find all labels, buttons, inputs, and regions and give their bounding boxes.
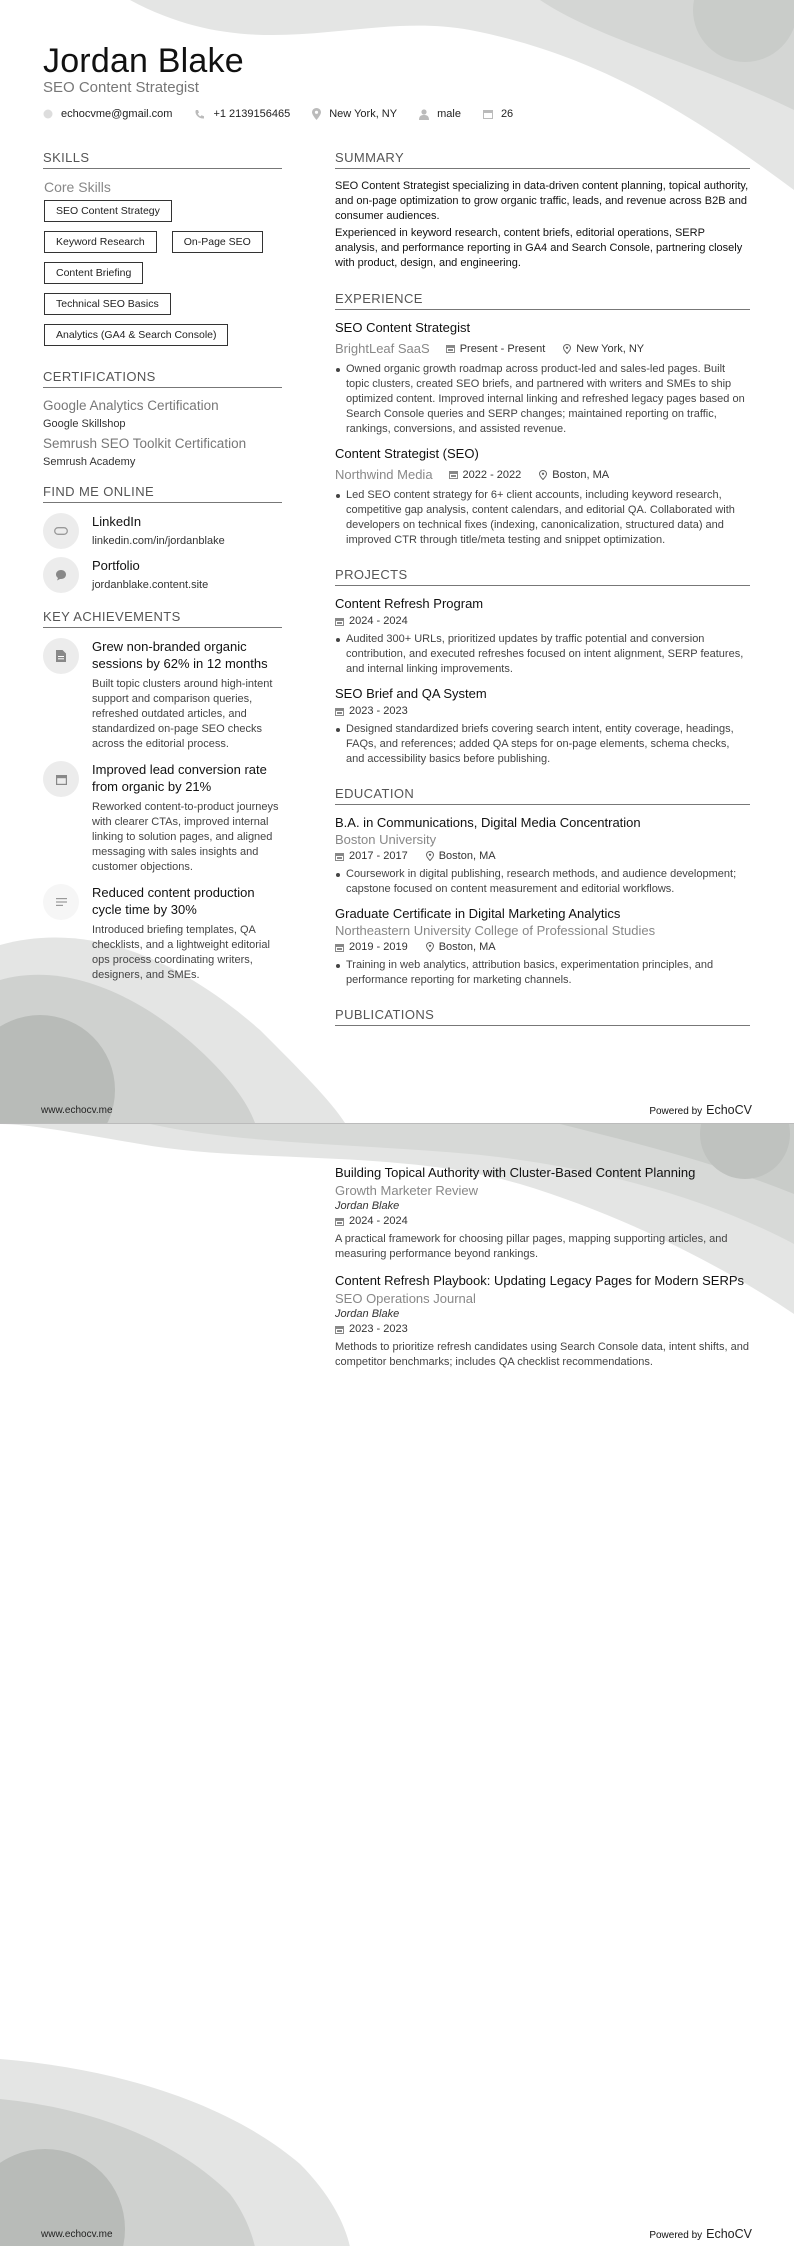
candidate-name: Jordan Blake bbox=[43, 42, 244, 80]
job-location bbox=[539, 469, 609, 481]
gender-text: male bbox=[437, 108, 461, 120]
job-role: Content Strategist (SEO) bbox=[335, 446, 479, 461]
skill-tag: Keyword Research bbox=[44, 231, 157, 253]
resume-page-2 bbox=[0, 1123, 794, 2246]
list-icon bbox=[56, 898, 67, 906]
publication-description: A practical framework for choosing pillar pages, mapping supporting articles, and measuring performance beyond rankings. bbox=[335, 1233, 728, 1260]
skill-tag: SEO Content Strategy bbox=[44, 200, 172, 222]
person-icon bbox=[419, 109, 429, 120]
achievement-description: Introduced briefing templates, QA checklists, and a lightweight editorial ops process coordinating writers, designers, and SMEs. bbox=[92, 924, 270, 981]
education-dates bbox=[335, 850, 408, 862]
job-meta bbox=[335, 467, 750, 482]
degree-title: Graduate Certificate in Digital Marketing Analytics bbox=[335, 906, 621, 921]
age-text: 26 bbox=[500, 108, 514, 120]
skills-section bbox=[43, 150, 282, 355]
achievement-item bbox=[43, 884, 282, 983]
footer-powered bbox=[649, 2227, 752, 2241]
school-name: Northeastern University College of Professional Studies bbox=[335, 923, 656, 938]
achievement-title: Grew non-branded organic sessions by 62% in 12 months bbox=[92, 639, 268, 671]
certifications-section bbox=[43, 369, 282, 468]
job-bullet: Led SEO content strategy for 6+ client accounts, including keyword research, competitive gap analysis, content calendars, and editorial QA. Collaborated with developers on technical fixes (indexing, canonicalization, structured data) and improved CTR through title/meta testing and snippet optimization. bbox=[335, 488, 750, 548]
location-text: New York, NY bbox=[329, 108, 398, 120]
company-name: Northwind Media bbox=[335, 467, 433, 482]
publication-venue: SEO Operations Journal bbox=[335, 1291, 476, 1306]
right-column bbox=[335, 150, 750, 1044]
publication-author: Jordan Blake bbox=[335, 1200, 400, 1212]
job-dates-text: 2022 - 2022 bbox=[462, 468, 522, 481]
publications-section bbox=[335, 1007, 750, 1026]
project-title: Content Refresh Program bbox=[335, 596, 484, 611]
certification-name: Semrush SEO Toolkit Certification bbox=[43, 436, 247, 451]
map-pin-icon bbox=[426, 851, 434, 861]
education-location bbox=[426, 850, 496, 862]
calendar-icon bbox=[335, 707, 344, 716]
project-bullet: Audited 300+ URLs, prioritized updates by traffic potential and conversion contribution, and executed refreshes focused on intent alignment, SERP features, and internal linking improvements. bbox=[335, 632, 750, 677]
project-dates-text: 2024 - 2024 bbox=[349, 615, 408, 627]
email-icon bbox=[43, 109, 53, 119]
education-dates bbox=[335, 941, 408, 953]
publication-description: Methods to prioritize refresh candidates using Search Console data, intent shifts, and competitor benchmarks; includes QA checklist recommendations. bbox=[335, 1341, 749, 1368]
job-role: SEO Content Strategist bbox=[335, 320, 471, 335]
list-icon-badge bbox=[43, 884, 79, 920]
achievement-item bbox=[43, 638, 282, 752]
project-meta bbox=[335, 705, 750, 717]
project-dates-text: 2023 - 2023 bbox=[349, 705, 408, 717]
candidate-title: SEO Content Strategist bbox=[43, 79, 199, 96]
job-dates bbox=[449, 469, 522, 481]
skill-tag: On-Page SEO bbox=[172, 231, 263, 253]
calendar-icon bbox=[56, 774, 67, 785]
online-link-url[interactable]: linkedin.com/in/jordanblake bbox=[92, 535, 225, 547]
school-name: Boston University bbox=[335, 832, 437, 847]
summary-paragraph: Experienced in keyword research, content briefs, editorial operations, SERP analysis, and performance reporting in GA4 and Search Console, partnering closely with product, design, and engineering. bbox=[335, 227, 743, 269]
education-meta bbox=[335, 941, 750, 953]
calendar-icon bbox=[483, 109, 493, 119]
contact-age bbox=[483, 108, 513, 120]
publication-dates-text: 2024 - 2024 bbox=[349, 1215, 408, 1227]
job-bullet: Owned organic growth roadmap across product-led and sales-led pages. Built topic clusters, created SEO briefs, and partnered with writers and SMEs to ship optimized content. Improved internal linking and refreshed legacy pages based on Search Console queries and SERP changes; maintained reporting on traffic, rankings, conversions, and assisted revenue. bbox=[335, 362, 750, 437]
calendar-icon bbox=[335, 852, 344, 861]
achievements-heading: KEY ACHIEVEMENTS bbox=[43, 609, 282, 628]
publication-author: Jordan Blake bbox=[335, 1308, 400, 1320]
page-footer bbox=[0, 1100, 794, 1123]
job-location bbox=[563, 343, 644, 355]
map-pin-icon bbox=[312, 108, 321, 120]
link-icon bbox=[54, 527, 68, 535]
map-pin-icon bbox=[563, 344, 571, 354]
calendar-icon bbox=[446, 344, 455, 353]
left-column bbox=[43, 150, 282, 1001]
achievement-title: Improved lead conversion rate from organic by 21% bbox=[92, 762, 267, 794]
achievement-title: Reduced content production cycle time by 30% bbox=[92, 885, 255, 917]
map-pin-icon bbox=[426, 942, 434, 952]
education-section bbox=[335, 786, 750, 988]
email-text: echocvme@gmail.com bbox=[61, 108, 173, 120]
powered-by-text: Powered by bbox=[649, 2230, 703, 2241]
education-heading: EDUCATION bbox=[335, 786, 750, 805]
job-location-text: New York, NY bbox=[576, 342, 645, 355]
map-pin-icon bbox=[539, 470, 547, 480]
project-bullet: Designed standardized briefs covering search intent, entity coverage, headings, FAQs, and references; added QA steps for on-page elements, schema checks, and accessibility basics before publishing. bbox=[335, 722, 750, 767]
experience-section bbox=[335, 291, 750, 548]
job-dates bbox=[446, 343, 546, 355]
calendar-icon bbox=[335, 617, 344, 626]
contact-bar bbox=[43, 108, 535, 120]
online-link-linkedin[interactable] bbox=[43, 513, 282, 549]
publication-dates-text: 2023 - 2023 bbox=[349, 1323, 408, 1335]
education-location-text: Boston, MA bbox=[438, 850, 496, 862]
publications-list bbox=[335, 1164, 750, 1379]
document-icon bbox=[56, 650, 66, 662]
certification-name: Google Analytics Certification bbox=[43, 398, 219, 413]
calendar-icon bbox=[335, 1325, 344, 1334]
job-dates-text: Present - Present bbox=[459, 342, 546, 355]
project-dates bbox=[335, 705, 408, 717]
project-dates bbox=[335, 615, 408, 627]
education-dates-text: 2017 - 2017 bbox=[349, 850, 408, 862]
skills-heading: SKILLS bbox=[43, 150, 282, 169]
education-location bbox=[426, 941, 496, 953]
document-icon-badge bbox=[43, 638, 79, 674]
publication-title: Building Topical Authority with Cluster-Based Content Planning bbox=[335, 1165, 696, 1180]
publication-meta bbox=[335, 1323, 750, 1335]
achievements-section bbox=[43, 609, 282, 983]
publication-dates bbox=[335, 1215, 408, 1227]
skill-tag: Content Briefing bbox=[44, 262, 143, 284]
experience-entry bbox=[335, 320, 750, 437]
achievement-description: Built topic clusters around high-intent support and comparison queries, refreshed outdated articles, and standardized on-page SEO checks across the editorial process. bbox=[92, 678, 273, 750]
skills-tag-list bbox=[43, 200, 282, 355]
experience-entry bbox=[335, 446, 750, 548]
online-section bbox=[43, 484, 282, 593]
degree-title: B.A. in Communications, Digital Media Concentration bbox=[335, 815, 641, 830]
portfolio-icon-badge bbox=[43, 557, 79, 593]
online-link-name: LinkedIn bbox=[92, 514, 142, 529]
calendar-icon-badge bbox=[43, 761, 79, 797]
job-location-text: Boston, MA bbox=[552, 468, 610, 481]
online-link-name: Portfolio bbox=[92, 558, 140, 573]
education-entry bbox=[335, 906, 750, 988]
certification-issuer: Google Skillshop bbox=[43, 418, 126, 430]
publications-heading: PUBLICATIONS bbox=[335, 1007, 750, 1026]
project-entry bbox=[335, 596, 750, 677]
project-title: SEO Brief and QA System bbox=[335, 686, 487, 701]
calendar-icon bbox=[335, 943, 344, 952]
summary-section bbox=[335, 150, 750, 271]
calendar-icon bbox=[335, 1217, 344, 1226]
summary-text bbox=[335, 179, 750, 271]
publication-dates bbox=[335, 1323, 408, 1335]
skill-tag: Analytics (GA4 & Search Console) bbox=[44, 324, 228, 346]
skill-tag: Technical SEO Basics bbox=[44, 293, 171, 315]
certification-issuer: Semrush Academy bbox=[43, 456, 136, 468]
achievement-description: Reworked content-to-product journeys with clearer CTAs, improved internal linking to solution pages, and aligned messaging with sales insights and customer objections. bbox=[92, 801, 279, 873]
contact-phone[interactable] bbox=[194, 108, 290, 120]
contact-location bbox=[312, 108, 397, 120]
education-bullet: Training in web analytics, attribution basics, experimentation principles, and performance reporting for marketing channels. bbox=[335, 958, 750, 988]
education-dates-text: 2019 - 2019 bbox=[349, 941, 408, 953]
job-meta bbox=[335, 341, 750, 356]
page-footer bbox=[0, 2224, 794, 2246]
project-meta bbox=[335, 615, 750, 627]
publication-entry bbox=[335, 1272, 750, 1370]
powered-by-text: Powered by bbox=[649, 1106, 703, 1117]
footer-site-link[interactable]: www.echocv.me bbox=[41, 1105, 113, 1116]
linkedin-icon-badge bbox=[43, 513, 79, 549]
contact-email[interactable] bbox=[43, 108, 172, 120]
publication-entry bbox=[335, 1164, 750, 1262]
experience-heading: EXPERIENCE bbox=[335, 291, 750, 310]
calendar-icon bbox=[449, 470, 458, 479]
phone-icon bbox=[194, 109, 205, 120]
company-name: BrightLeaf SaaS bbox=[335, 341, 430, 356]
education-meta bbox=[335, 850, 750, 862]
footer-site-link[interactable]: www.echocv.me bbox=[41, 2229, 113, 2240]
education-entry bbox=[335, 815, 750, 897]
publication-venue: Growth Marketer Review bbox=[335, 1183, 479, 1198]
online-heading: FIND ME ONLINE bbox=[43, 484, 282, 503]
online-link-portfolio[interactable] bbox=[43, 557, 282, 593]
brand-logo[interactable]: EchoCV bbox=[706, 1103, 752, 1117]
summary-heading: SUMMARY bbox=[335, 150, 750, 169]
summary-paragraph: SEO Content Strategist specializing in data-driven content planning, topical authority, and on-page optimization to grow organic traffic, leads, and revenue across B2B and consumer audiences. bbox=[335, 180, 749, 222]
education-bullet: Coursework in digital publishing, research methods, and audience development; capstone focused on content measurement and editorial workflows. bbox=[335, 867, 750, 897]
phone-text: +1 2139156465 bbox=[213, 108, 291, 120]
achievement-item bbox=[43, 761, 282, 875]
chat-bubble-icon bbox=[55, 569, 67, 581]
brand-logo[interactable]: EchoCV bbox=[706, 2227, 752, 2241]
skills-group-title: Core Skills bbox=[44, 179, 111, 195]
contact-gender bbox=[419, 108, 461, 120]
education-location-text: Boston, MA bbox=[438, 941, 496, 953]
projects-section bbox=[335, 567, 750, 767]
publication-title: Content Refresh Playbook: Updating Legacy Pages for Modern SERPs bbox=[335, 1273, 745, 1288]
publication-meta bbox=[335, 1215, 750, 1227]
certifications-heading: CERTIFICATIONS bbox=[43, 369, 282, 388]
project-entry bbox=[335, 686, 750, 767]
online-link-url[interactable]: jordanblake.content.site bbox=[92, 579, 209, 591]
footer-powered bbox=[649, 1103, 752, 1117]
projects-heading: PROJECTS bbox=[335, 567, 750, 586]
